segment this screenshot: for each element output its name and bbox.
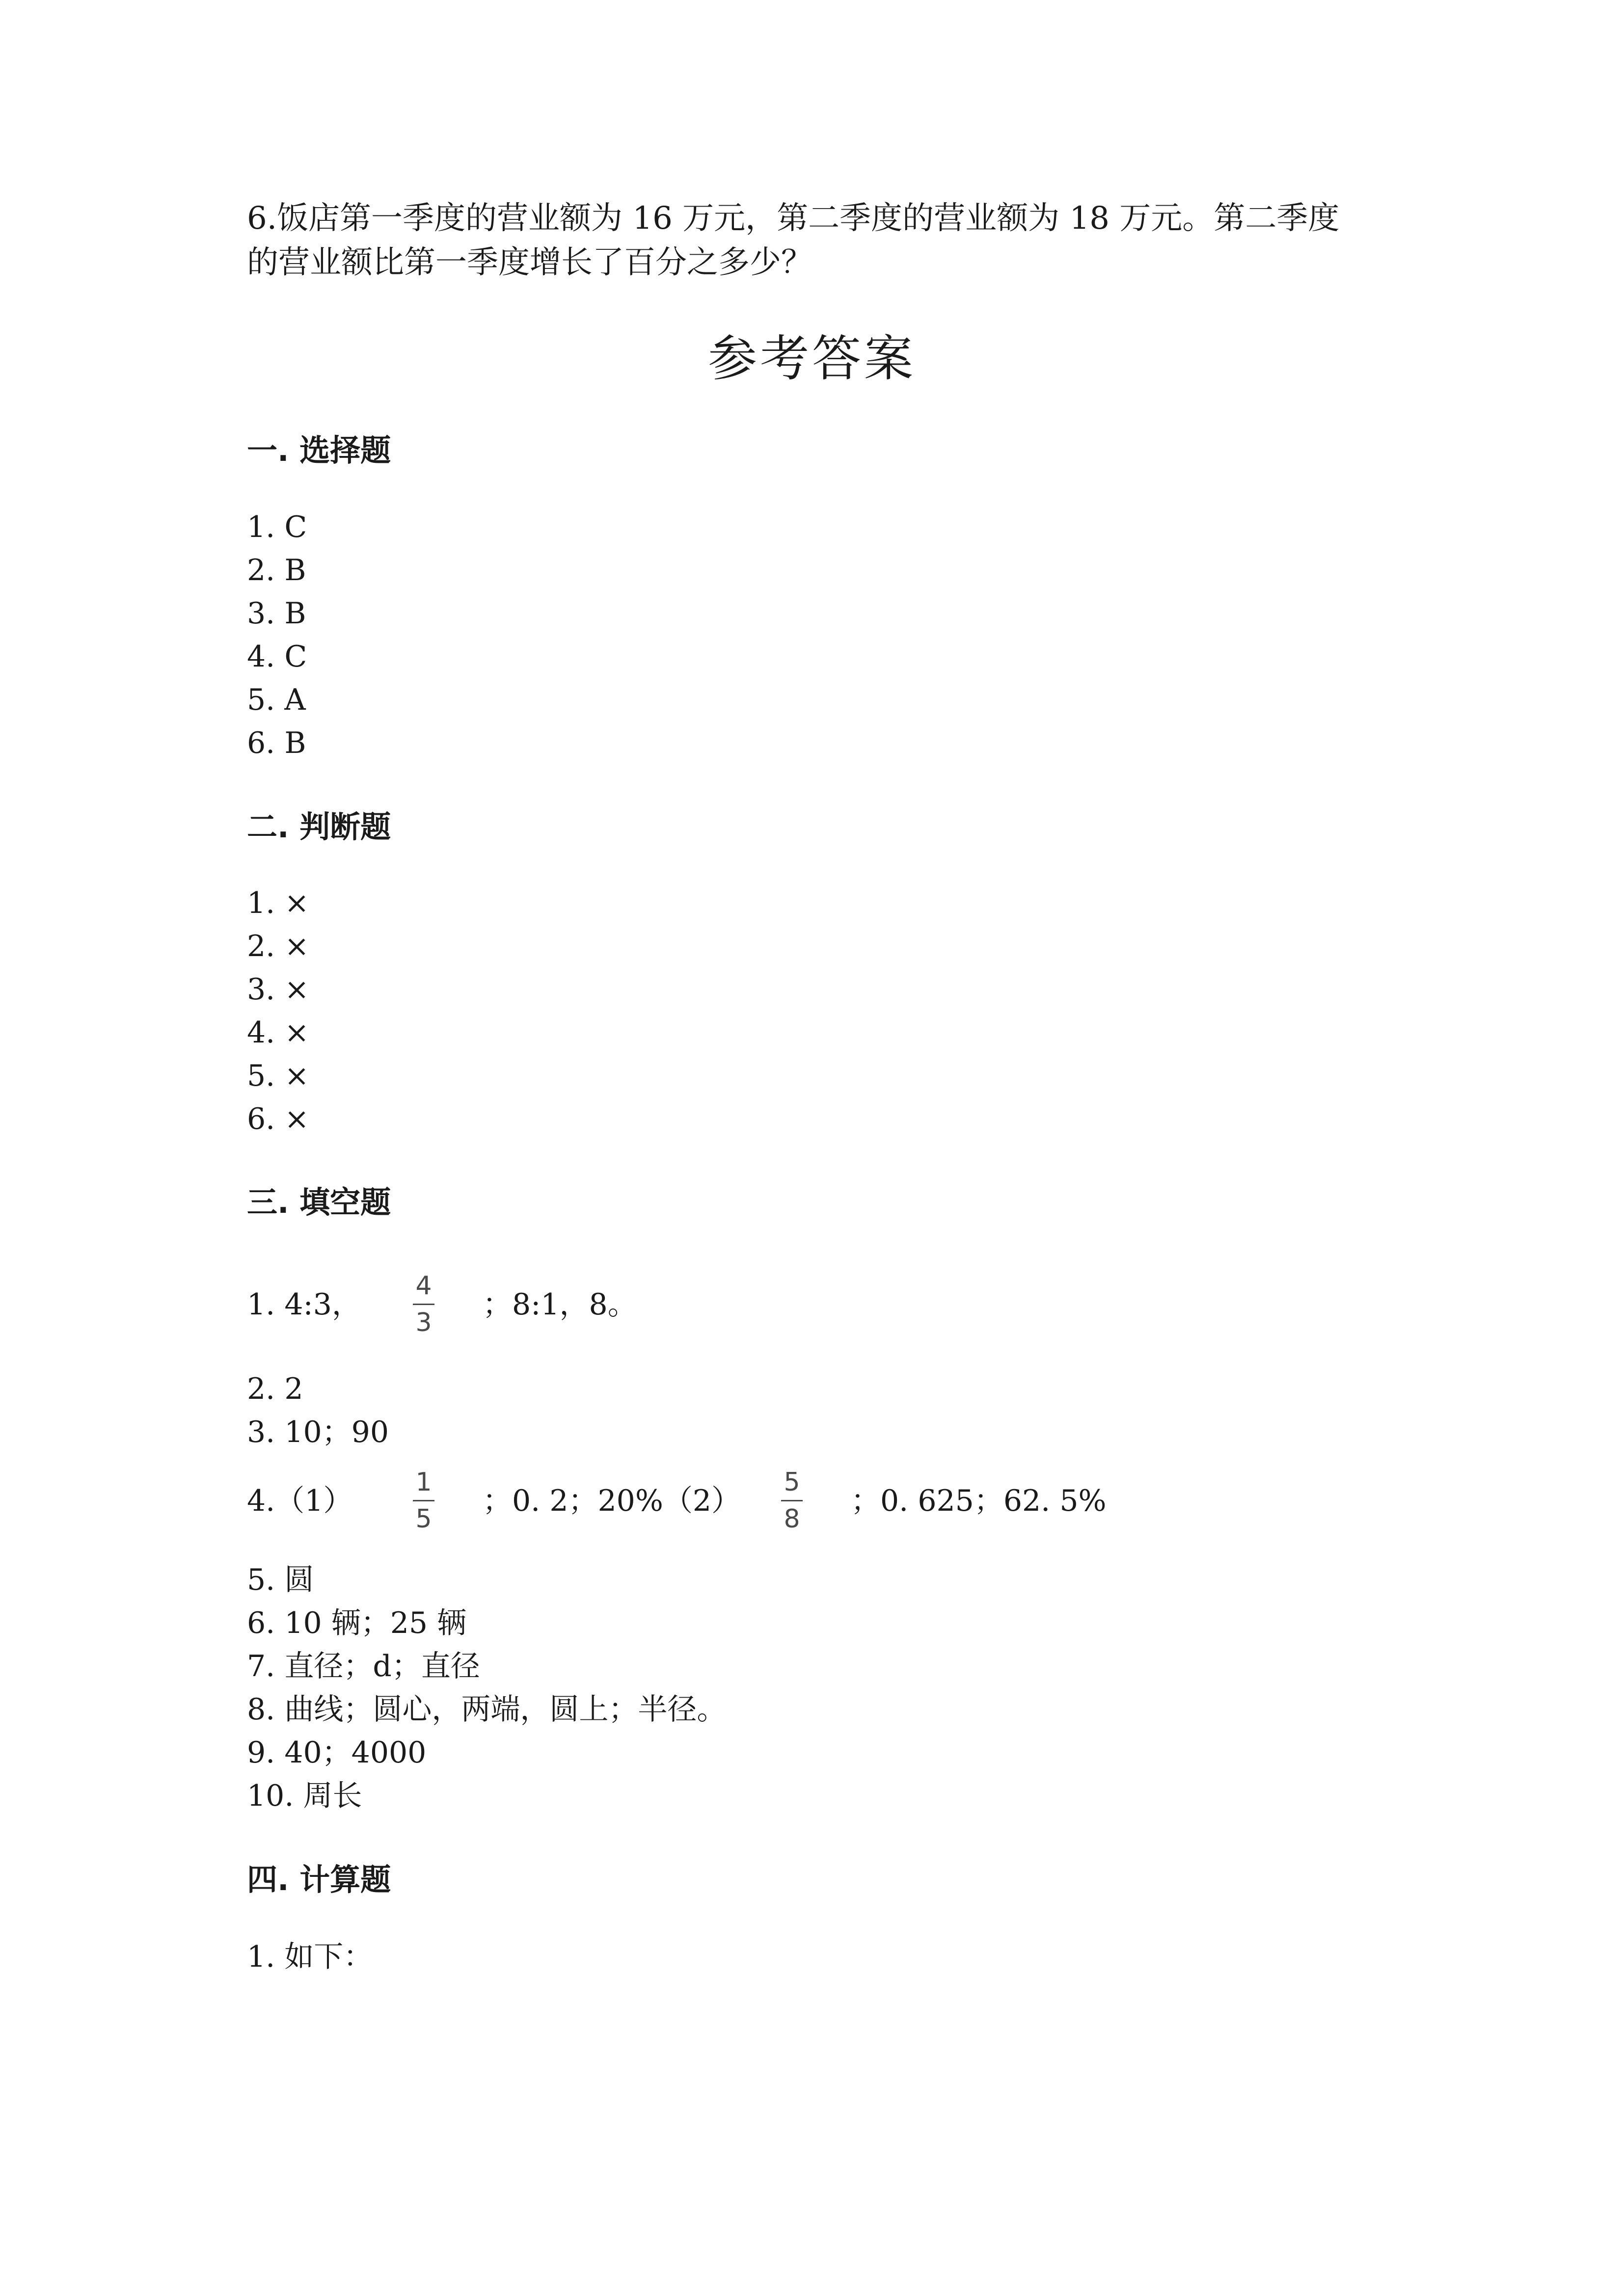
list-item: 6. × [247,1102,309,1136]
section-heading-calculation: 四. 计算题 [247,1862,391,1897]
fill-item-4-suffix: ；0. 625；62. 5% [851,1484,1107,1518]
fill-item-1-prefix: 1. 4:3， [247,1287,361,1322]
section-heading-choice: 一. 选择题 [247,432,391,468]
fraction-bar [781,1500,803,1501]
fraction-1-5 [409,1468,438,1534]
list-item: 4. × [247,1015,309,1050]
question-line-2: 的营业额比第一季度增长了百分之多少？ [247,244,812,281]
fraction-4-3 [409,1271,438,1337]
list-item: 3. B [247,596,306,631]
section-heading-judgement: 二. 判断题 [247,809,391,845]
list-item: 5. × [247,1059,309,1093]
list-item: 2. B [247,553,306,587]
list-item: 9. 40；4000 [247,1735,427,1770]
list-item: 5. 圆 [247,1563,314,1597]
section-heading-fill-blank: 三. 填空题 [247,1184,391,1220]
list-item: 1. 如下： [247,1940,373,1974]
question-line-1: 6.饭店第一季度的营业额为 16 万元，第二季度的营业额为 18 万元。第二季度 [247,200,1340,237]
list-item: 2. 2 [247,1372,303,1406]
list-item: 5. A [247,683,306,717]
fraction-denominator: 5 [415,1504,432,1534]
fraction-numerator: 4 [415,1271,432,1301]
list-item: 3. 10；90 [247,1415,389,1449]
list-item: 6. 10 辆；25 辆 [247,1606,467,1640]
fraction-numerator: 1 [415,1468,432,1497]
list-item: 3. × [247,972,309,1007]
list-item: 1. C [247,510,307,544]
answer-title: 参考答案 [708,330,916,387]
fraction-denominator: 8 [784,1504,800,1534]
fraction-numerator: 5 [784,1468,800,1497]
fill-item-1-suffix: ；8:1，8。 [483,1287,637,1322]
list-item: 2. × [247,929,309,963]
fill-item-4-middle: ；0. 2；20%（2） [483,1484,741,1518]
fraction-5-8 [777,1468,807,1534]
list-item: 7. 直径；d；直径 [247,1649,480,1683]
list-item: 4. C [247,640,307,674]
fraction-bar [413,1500,434,1501]
fraction-denominator: 3 [415,1308,432,1337]
list-item: 10. 周长 [247,1779,362,1813]
list-item: 1. × [247,886,309,920]
fill-item-4-prefix: 4.（1） [247,1484,353,1518]
list-item: 6. B [247,726,306,760]
list-item: 8. 曲线；圆心，两端，圆上；半径。 [247,1692,727,1727]
fraction-bar [413,1304,434,1305]
